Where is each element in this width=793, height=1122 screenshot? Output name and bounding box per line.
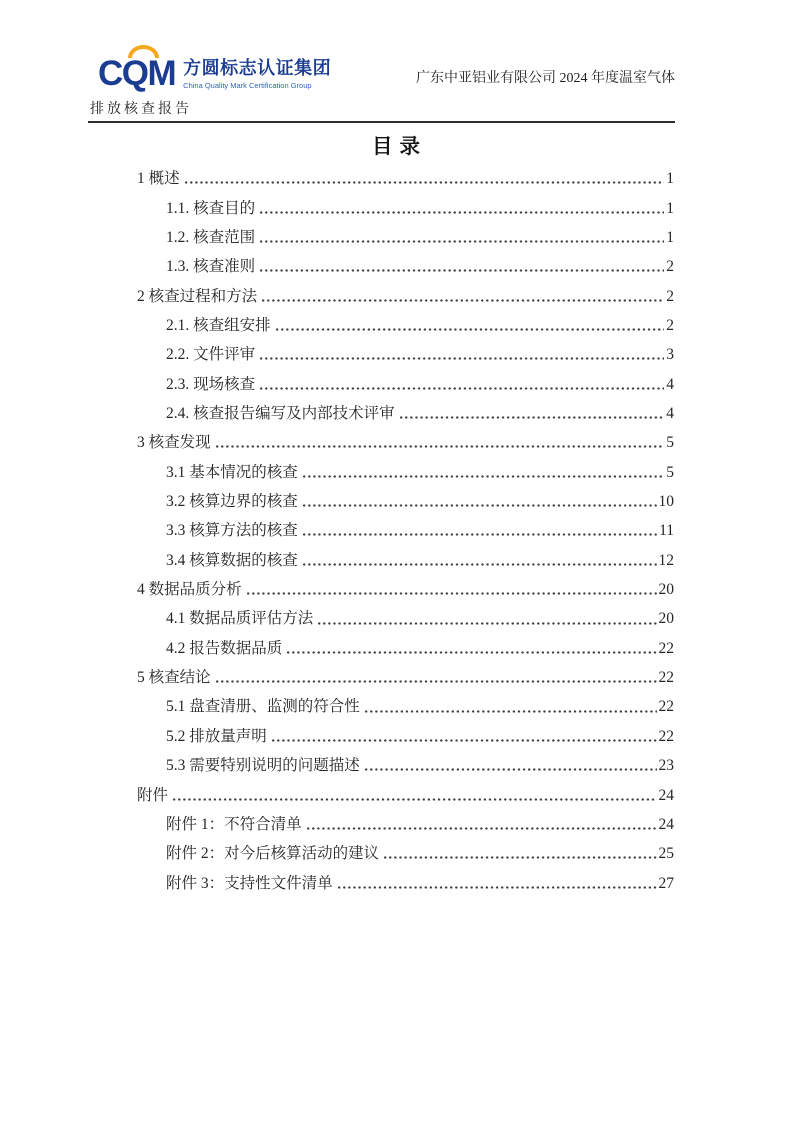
toc-dotted-leader [185, 181, 665, 184]
toc-row[interactable] [88, 366, 674, 395]
toc-row[interactable] [88, 807, 674, 836]
toc-row[interactable] [88, 425, 674, 454]
toc-row[interactable] [88, 748, 674, 777]
toc-entry-page: 3 [666, 346, 674, 364]
toc-title: 目 录 [371, 136, 422, 158]
toc-entry-page: 20 [658, 581, 674, 599]
toc-dotted-leader [318, 622, 656, 625]
toc-entry-page: 10 [658, 493, 674, 511]
toc-entry-page: 4 [666, 375, 674, 393]
toc-dotted-leader [303, 533, 657, 536]
toc-list [88, 161, 674, 895]
toc-entry-page: 22 [658, 639, 674, 657]
toc-dotted-leader [262, 299, 664, 302]
cqm-logo-acronym: CQM [98, 54, 176, 93]
toc-entry-label: 4.1 数据品质评估方法 [166, 610, 314, 628]
cqm-logo-en-name: China Quality Mark Certification Group [183, 81, 312, 90]
toc-row[interactable] [88, 865, 674, 894]
toc-dotted-leader [338, 886, 657, 889]
toc-entry-label: 附件 3：支持性文件清单 [166, 874, 333, 892]
toc-entry-label: 5.2 排放量声明 [166, 727, 267, 745]
toc-entry-label: 5.1 盘查清册、监测的符合性 [166, 698, 360, 716]
toc-entry-page: 22 [658, 698, 674, 716]
toc-dotted-leader [365, 710, 657, 713]
header-doc-title-line1: 广东中亚铝业有限公司 2024 年度温室气体 [416, 71, 675, 86]
toc-entry-page: 2 [666, 317, 674, 335]
header-doc-title-line2: 排放核查报告 [90, 102, 192, 117]
toc-entry-page: 22 [658, 727, 674, 745]
toc-dotted-leader [365, 768, 657, 771]
toc-entry-label: 3.4 核算数据的核查 [166, 551, 298, 569]
toc-entry-label: 3 核查发现 [137, 434, 211, 452]
toc-row[interactable] [88, 513, 674, 542]
toc-dotted-leader [287, 651, 656, 654]
toc-dotted-leader [400, 416, 665, 419]
toc-entry-page: 12 [658, 551, 674, 569]
toc-entry-label: 附件 [137, 786, 169, 804]
toc-entry-label: 1.2. 核查范围 [166, 228, 256, 246]
toc-dotted-leader [276, 328, 665, 331]
toc-entry-label: 附件 2：对今后核算活动的建议 [166, 845, 380, 863]
toc-row[interactable] [88, 308, 674, 337]
toc-dotted-leader [303, 475, 664, 478]
toc-row[interactable] [88, 161, 674, 190]
toc-entry-label: 4.2 报告数据品质 [166, 639, 283, 657]
toc-dotted-leader [260, 211, 664, 214]
toc-entry-label: 1.3. 核查准则 [166, 258, 256, 276]
toc-entry-page: 11 [659, 522, 674, 540]
toc-row[interactable] [88, 542, 674, 571]
toc-row[interactable] [88, 777, 674, 806]
toc-dotted-leader [384, 856, 656, 859]
toc-entry-label: 2 核查过程和方法 [137, 287, 258, 305]
cqm-logo-cn-name: 方圆标志认证集团 [183, 58, 332, 79]
toc-entry-page: 24 [658, 815, 674, 833]
toc-row[interactable] [88, 278, 674, 307]
toc-row[interactable] [88, 660, 674, 689]
toc-row[interactable] [88, 572, 674, 601]
toc-dotted-leader [307, 827, 657, 830]
toc-row[interactable] [88, 337, 674, 366]
toc-entry-label: 3.2 核算边界的核查 [166, 493, 298, 511]
toc-entry-page: 2 [666, 287, 674, 305]
toc-row[interactable] [88, 454, 674, 483]
toc-row[interactable] [88, 220, 674, 249]
toc-dotted-leader [247, 592, 657, 595]
toc-entry-page: 25 [658, 845, 674, 863]
toc-row[interactable] [88, 190, 674, 219]
toc-dotted-leader [216, 445, 665, 448]
toc-entry-page: 5 [666, 463, 674, 481]
toc-row[interactable] [88, 396, 674, 425]
toc-entry-page: 2 [666, 258, 674, 276]
page-header [88, 44, 675, 123]
toc-entry-label: 2.1. 核查组安排 [166, 317, 271, 335]
toc-entry-label: 1.1. 核查目的 [166, 199, 256, 217]
toc-dotted-leader [216, 680, 657, 683]
toc-dotted-leader [260, 240, 664, 243]
toc-row[interactable] [88, 689, 674, 718]
cqm-logo-names [183, 59, 331, 91]
cqm-logo-arc-icon [128, 45, 159, 58]
toc-entry-label: 3.3 核算方法的核查 [166, 522, 298, 540]
toc-entry-label: 2.3. 现场核查 [166, 375, 256, 393]
toc-entry-label: 3.1 基本情况的核查 [166, 463, 298, 481]
toc-row[interactable] [88, 836, 674, 865]
toc-entry-page: 1 [666, 228, 674, 246]
toc-entry-label: 附件 1：不符合清单 [166, 815, 302, 833]
toc-entry-page: 22 [658, 669, 674, 687]
toc-entry-label: 5 核查结论 [137, 669, 211, 687]
toc-row[interactable] [88, 631, 674, 660]
toc-entry-page: 23 [658, 757, 674, 775]
toc-entry-label: 1 概述 [137, 170, 180, 188]
cqm-logo [98, 44, 331, 91]
toc-entry-page: 20 [658, 610, 674, 628]
toc-dotted-leader [272, 739, 657, 742]
toc-dotted-leader [173, 798, 656, 801]
toc-row[interactable] [88, 601, 674, 630]
cqm-logo-mark [98, 44, 175, 91]
toc-row[interactable] [88, 484, 674, 513]
toc-entry-label: 4 数据品质分析 [137, 581, 242, 599]
toc-entry-label: 2.4. 核查报告编写及内部技术评审 [166, 405, 395, 423]
toc-row[interactable] [88, 719, 674, 748]
toc-entry-page: 27 [658, 874, 674, 892]
toc-row[interactable] [88, 249, 674, 278]
header-top [88, 44, 675, 91]
toc-dotted-leader [260, 387, 664, 390]
toc-entry-page: 5 [666, 434, 674, 452]
toc-entry-label: 2.2. 文件评审 [166, 346, 256, 364]
toc-entry-page: 1 [666, 199, 674, 217]
toc-dotted-leader [260, 269, 664, 272]
toc-dotted-leader [303, 563, 657, 566]
toc-dotted-leader [303, 504, 657, 507]
toc-dotted-leader [260, 357, 664, 360]
toc-entry-page: 4 [666, 405, 674, 423]
toc-entry-page: 24 [658, 786, 674, 804]
toc-entry-label: 5.3 需要特别说明的问题描述 [166, 757, 360, 775]
toc-entry-page: 1 [666, 170, 674, 188]
